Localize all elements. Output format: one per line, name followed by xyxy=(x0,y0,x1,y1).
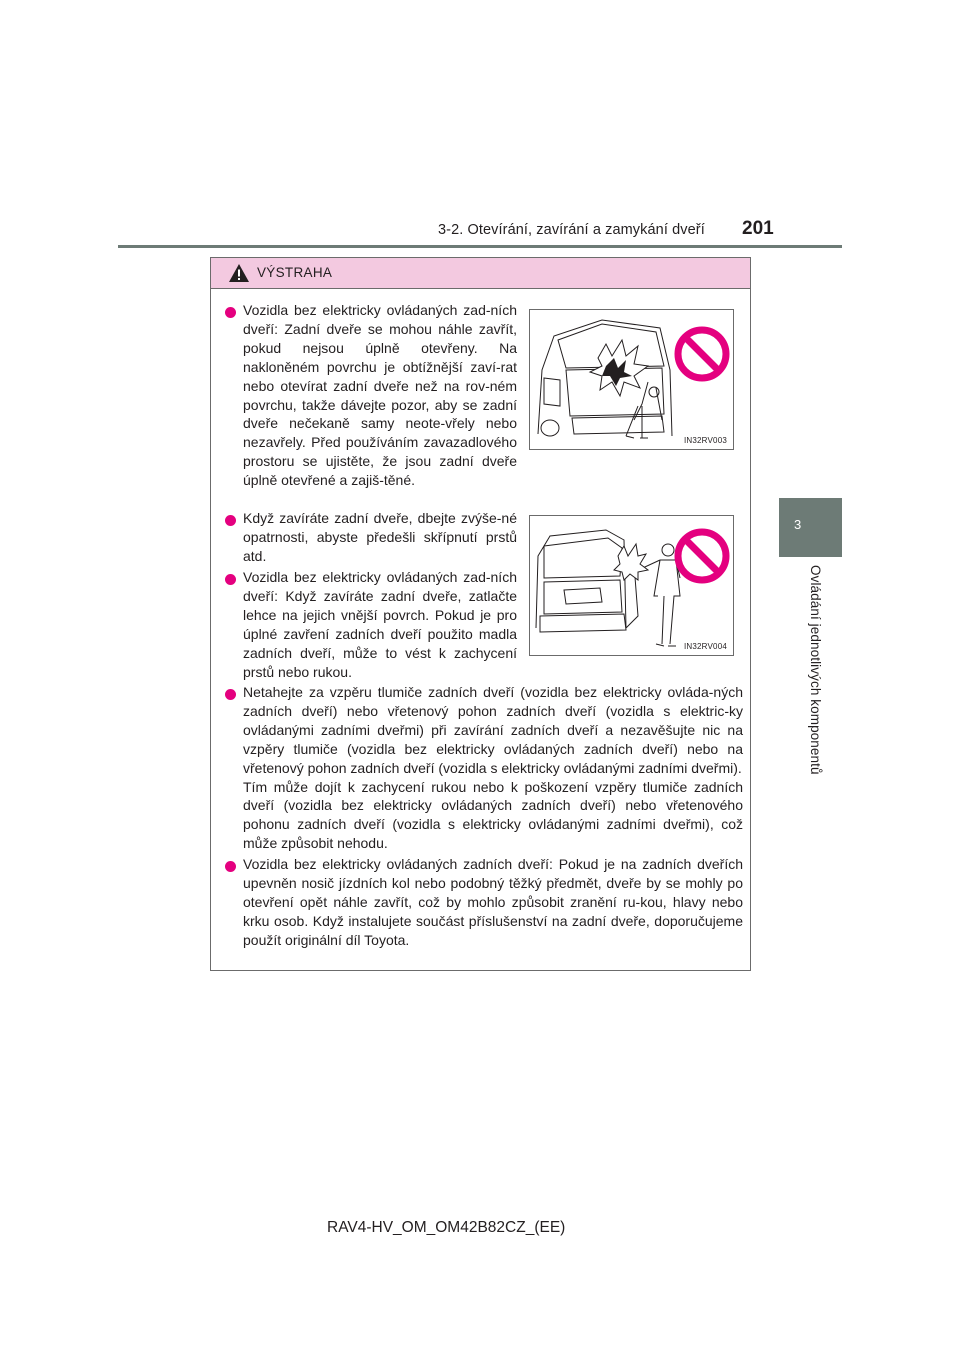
illustration-code: IN32RV003 xyxy=(683,436,727,445)
chapter-tab xyxy=(779,498,842,557)
section-title: 3-2. Otevírání, zavírání a zamykání dveří xyxy=(438,222,705,238)
prohibited-icon xyxy=(678,532,726,580)
car-tailgate-illustration xyxy=(530,310,733,449)
warning-title: VÝSTRAHA xyxy=(257,265,333,280)
chapter-title: Ovládání jednotlivých komponentů xyxy=(808,565,823,775)
document-code: RAV4-HV_OM_OM42B82CZ_(EE) xyxy=(327,1219,566,1236)
bullet-icon xyxy=(225,861,236,872)
illustration-code: IN32RV004 xyxy=(683,642,727,651)
warning-item: Netahejte za vzpěru tlumiče zadních dveří (vozidla bez elektricky ovláda-ných zadních dveří) nebo vřetenový pohon zadních dveří (vozidla s elektric-ky ovládanými zadními dveřmi) při zavírání zadních dveří a nezavěšujte nic na vzpěry tlumiče (vozidla bez elektricky ovládaných zadních dveří) nebo na vřetenový pohon zadních dveří (vozidla s elektricky ovládanými zadními dveřmi). Tím může dojít k zachycení rukou nebo k poškození vzpěry tlumiče zadních dveří (vozidla bez elektricky ovládaných zadních dveří) nebo vřetenového pohonu zadních dveří (vozidla s elektricky ovládanými zadními dveřmi), což může způsobit nehodu. xyxy=(243,684,743,852)
bullet-icon xyxy=(225,515,236,526)
warning-item: Vozidla bez elektricky ovládaných zad-ních dveří: Zadní dveře se mohou náhle zavřít, pokud nejsou úplně otevřeny. Na nakloněném povrchu je obtížnější zaví-rat nebo otevírat zadní dveře než na rov-ném povrchu, takže dávejte pozor, aby se zadní dveře nečekaně samy neote-vřely nebo nezavřely. Před používáním zavazadlového prostoru se ujistěte, že jsou zadní dveře úplně otevřené a zajiš-těné. xyxy=(243,302,517,489)
warning-item: Vozidla bez elektricky ovládaných zad-ních dveří: Když zavíráte zadní dveře, zatlačte lehce na jejich vnější povrch. Pokud je pro úplné zavření zadních dveří použito madla zadních dveří, může to vést k zachycení prstů nebo rukou. xyxy=(243,569,517,680)
header-divider xyxy=(118,245,842,248)
bullet-icon xyxy=(225,307,236,318)
warning-triangle-icon xyxy=(228,263,250,283)
warning-box xyxy=(210,257,751,971)
chapter-number: 3 xyxy=(794,517,802,532)
warning-item: Vozidla bez elektricky ovládaných zadních dveří: Pokud je na zadních dveřích upevněn nosič jízdních kol nebo podobný těžký předmět, dveře by se mohly po otevření opět náhle zavřít, což by mohlo způsobit zranění ru-kou, hlavy nebo krku osob. Když instalujete součást příslušenství na zadní dveře, doporučujeme použít originální díl Toyota. xyxy=(243,856,743,948)
bullet-icon xyxy=(225,574,236,585)
car-tailgate-illustration xyxy=(530,516,733,655)
prohibited-icon xyxy=(678,330,726,378)
bullet-icon xyxy=(225,689,236,700)
warning-item: Když zavíráte zadní dveře, dbejte zvýše-né opatrnosti, abyste předešli skřípnutí prstů atd. xyxy=(243,510,517,564)
illustration-pinched-fingers xyxy=(529,515,734,656)
warning-header xyxy=(211,258,750,289)
page-number: 201 xyxy=(742,218,774,239)
illustration-tailgate-closing xyxy=(529,309,734,450)
